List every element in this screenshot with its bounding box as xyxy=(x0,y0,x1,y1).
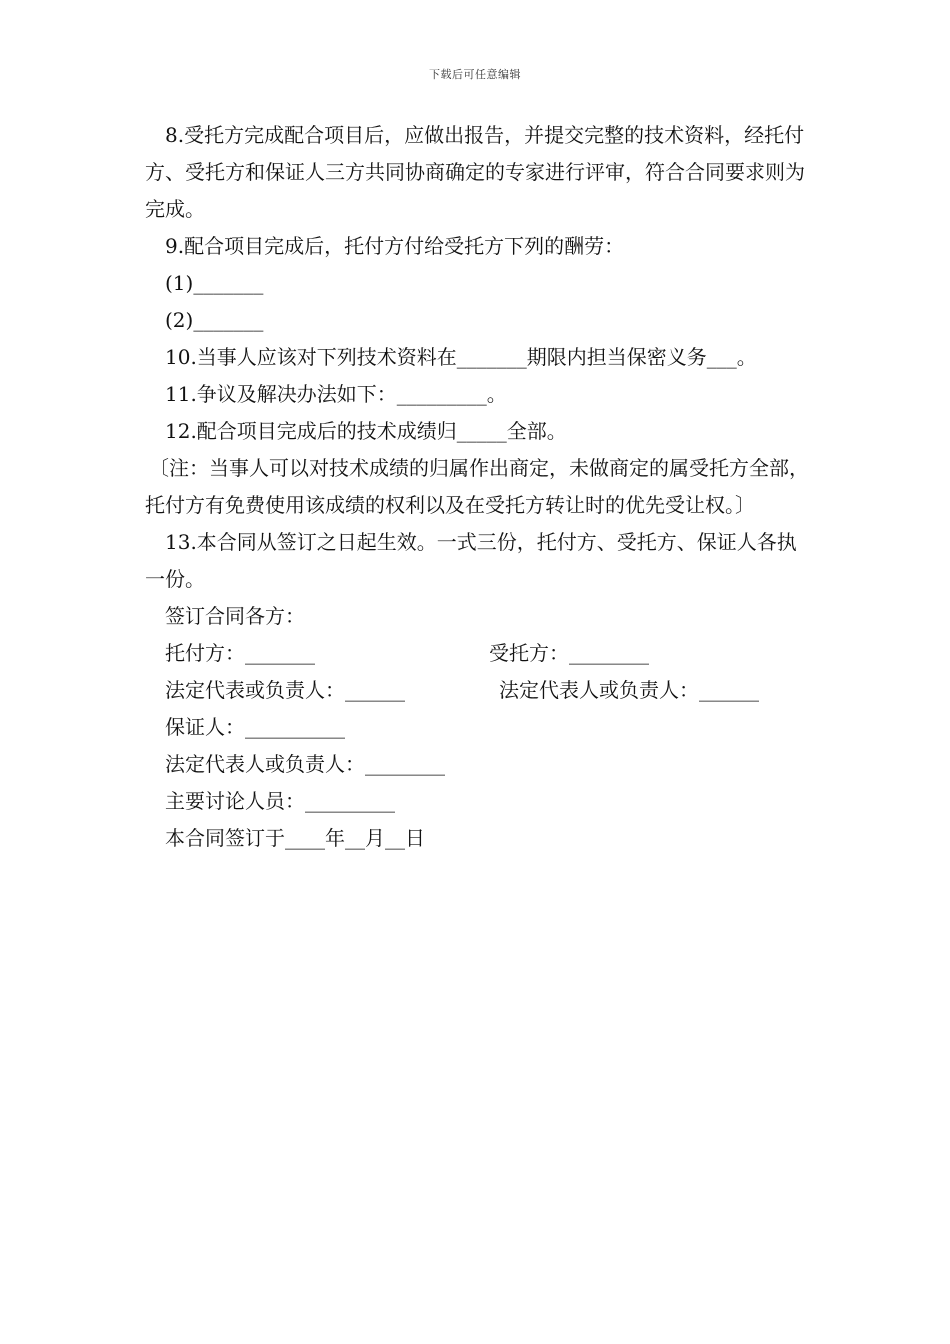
signature-row-representatives xyxy=(145,672,810,709)
clause-10: 10.当事人应该对下列技术资料在_______期限内担当保密义务___。 xyxy=(165,345,757,369)
clause-13: 13.本合同从签订之日起生效。一式三份，托付方、受托方、保证人各执一份。 xyxy=(145,530,797,591)
client-signature: 托付方：_______ xyxy=(165,641,315,665)
contractor-representative: 法定代表人或负责人：______ xyxy=(499,678,759,702)
main-discussants: 主要讨论人员：_________ xyxy=(165,789,395,813)
contract-body xyxy=(145,117,810,857)
clause-9-item-1: (1)_______ xyxy=(165,271,264,295)
contractor-signature: 受托方：________ xyxy=(489,641,649,665)
clause-12: 12.配合项目完成后的技术成绩归_____全部。 xyxy=(165,419,567,443)
clause-8: 8.受托方完成配合项目后，应做出报告，并提交完整的技术资料，经托付方、受托方和保证人三方共同协商确定的专家进行评审，符合合同要求则为完成。 xyxy=(145,123,805,221)
clause-11: 11.争议及解决办法如下：_________。 xyxy=(165,382,507,406)
guarantor-signature: 保证人：__________ xyxy=(165,715,345,739)
guarantor-representative: 法定代表人或负责人：________ xyxy=(165,752,445,776)
clause-9: 9.配合项目完成后，托付方付给受托方下列的酬劳： xyxy=(165,234,625,258)
client-representative: 法定代表或负责人：______ xyxy=(165,678,405,702)
signature-row-parties xyxy=(145,635,810,672)
clause-9-item-2: (2)_______ xyxy=(165,308,264,332)
signing-date: 本合同签订于____年__月__日 xyxy=(165,826,425,850)
signatures-title: 签订合同各方： xyxy=(165,604,305,628)
page-header-note: 下载后可任意编辑 xyxy=(429,68,521,81)
ownership-note: 〔注：当事人可以对技术成绩的归属作出商定，未做商定的属受托方全部，托付方有免费使用该成绩的权利以及在受托方转让时的优先受让权。〕 xyxy=(145,456,809,517)
